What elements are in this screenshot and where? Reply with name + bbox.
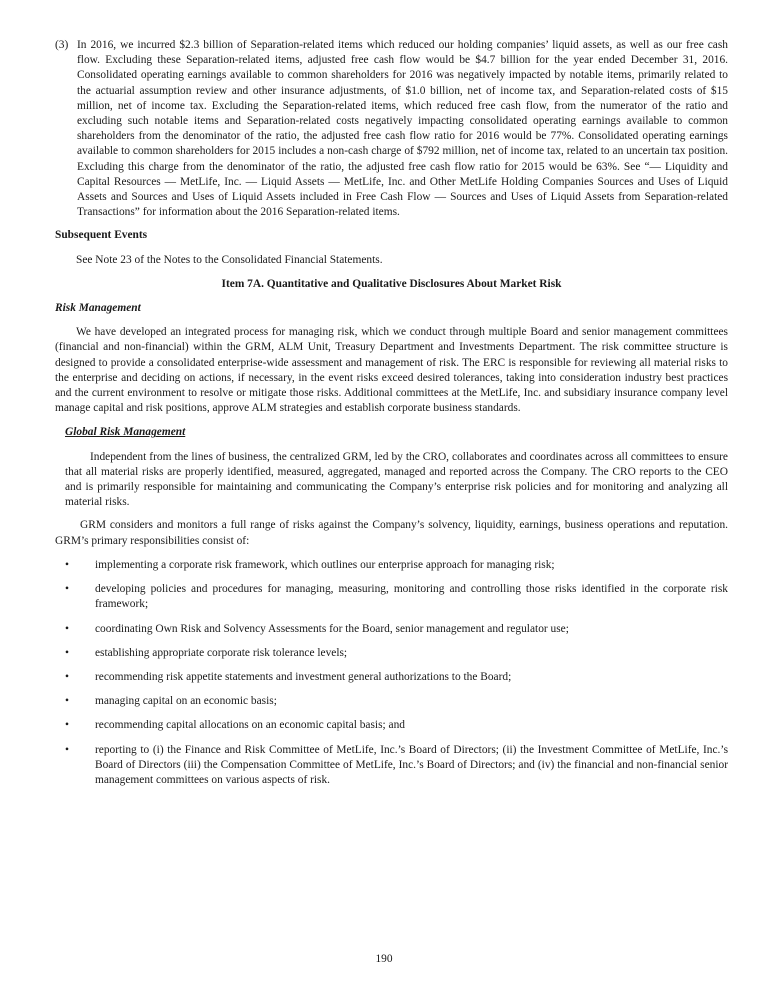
risk-management-heading: Risk Management — [55, 302, 141, 315]
list-item-text: recommending risk appetite statements and investment general authorizations to the Board; — [95, 670, 512, 683]
list-item-text: reporting to (i) the Finance and Risk Committee of MetLife, Inc.’s Board of Directors; (ii) the Investment Committee of MetLife, Inc.’s Board of Directors (iii) the Compensation Committee of MetLife, Inc.’s Board of Directors; and (iv) the financial and non-financial senior management committees on various aspects of risk. — [95, 743, 728, 786]
subsequent-events-text: See Note 23 of the Notes to the Consolidated Financial Statements. — [76, 253, 383, 266]
bullet-icon: • — [65, 622, 69, 635]
risk-management-text: We have developed an integrated process for managing risk, which we conduct through multiple Board and senior management committees (financial and non-financial) within the GRM, ALM Unit, Treasury Department and Investments Department. The risk committee structure is designed to provide a consolidated enterprise-wide assessment and management of risk. The ERC is responsible for reviewing all material risks to the enterprise and deciding on actions, if necessary, in the event risks exceed desired tolerances, taking into consideration industry best practices and the current environment to resolve or mitigate those risks. Additional committees at the MetLife, Inc. and subsidiary insurance company level manage capital and risk positions, approve ALM strategies and establish corporate business standards. — [55, 326, 728, 415]
global-risk-management-para-2: GRM considers and monitors a full range of risks against the Company’s solvency, liquidity, earnings, business operations and reputation. GRM’s primary responsibilities consist of: — [55, 519, 728, 547]
list-item-text: implementing a corporate risk framework, which outlines our enterprise approach for managing risk; — [95, 558, 555, 571]
footnote-number: (3) — [55, 39, 69, 51]
bullet-icon: • — [65, 670, 69, 683]
bullet-icon: • — [65, 695, 69, 708]
global-risk-management-para-1: Independent from the lines of business, the centralized GRM, led by the CRO, collaborates and coordinates across all committees to ensure that all material risks are properly identified, measured, aggregated, managed and reported across the Company. The CRO reports to the CEO and is primarily responsible for maintaining and communicating the Company’s enterprise risk policies and for monitoring and analyzing all material risks. — [65, 450, 728, 509]
footnote-text: In 2016, we incurred $2.3 billion of Separation-related items which reduced our holding companies’ liquid assets, as well as our free cash flow. Excluding these Separation-related items, adjusted free cash flow would be $4.7 billion for the year ended December 31, 2016. Consolidated operating earnings available to common shareholders for 2016 was negatively impacted by notable items, primarily related to the actuarial assumption review and other insurance adjustments, of $1.0 billion, net of income tax, and Separation-related costs of $15 million, net of income tax. Excluding the Separation-related items, which reduced free cash flow, from the numerator of the ratio and excluding such notable items and Separation-related costs negatively impacting consolidated operating earnings available to common shareholders from the denominator of the ratio, the adjusted free cash flow ratio for 2016 would be 77%. Consolidated operating earnings available to common shareholders for 2015 includes a non-cash charge of $792 million, net of income tax, related to an uncertain tax position. Excluding this charge from the denominator of the ratio, the adjusted free cash flow ratio for 2015 would be 63%. See “— Liquidity and Capital Resources — MetLife, Inc. — Liquid Assets — MetLife, Inc. and Other MetLife Holding Companies Sources and Uses of Liquid Assets and Sources and Uses of Liquid Assets included in Free Cash Flow — Sources and Uses of Liquid Assets from Separation-related Transactions” for information about the 2016 Separation-related items. — [77, 39, 728, 219]
global-risk-management-heading: Global Risk Management — [65, 426, 186, 439]
subsequent-events-heading: Subsequent Events — [55, 229, 148, 242]
list-item-text: developing policies and procedures for managing, measuring, monitoring and controlling those risks identified in the corporate risk framework; — [95, 583, 728, 611]
list-item — [65, 694, 728, 709]
bullet-icon: • — [65, 583, 69, 596]
list-item — [65, 622, 728, 637]
list-item — [65, 670, 728, 685]
document-page — [55, 38, 728, 788]
bullet-icon: • — [65, 646, 69, 659]
bullet-icon: • — [65, 743, 69, 756]
list-item — [65, 743, 728, 789]
list-item-text: establishing appropriate corporate risk tolerance levels; — [95, 646, 348, 659]
bullet-icon: • — [65, 558, 69, 571]
page-number: 190 — [375, 953, 393, 965]
item-7a-title: Item 7A. Quantitative and Qualitative Disclosures About Market Risk — [221, 277, 562, 290]
list-item — [65, 558, 728, 573]
list-item-text: managing capital on an economic basis; — [95, 695, 277, 708]
list-item-text: coordinating Own Risk and Solvency Assessments for the Board, senior management and regulator use; — [95, 622, 569, 635]
list-item-text: recommending capital allocations on an economic capital basis; and — [95, 719, 405, 732]
bullet-icon: • — [65, 719, 69, 732]
list-item — [65, 582, 728, 612]
grm-responsibilities-list — [65, 558, 728, 788]
list-item — [65, 718, 728, 733]
footnote-3 — [55, 38, 728, 220]
list-item — [65, 646, 728, 661]
